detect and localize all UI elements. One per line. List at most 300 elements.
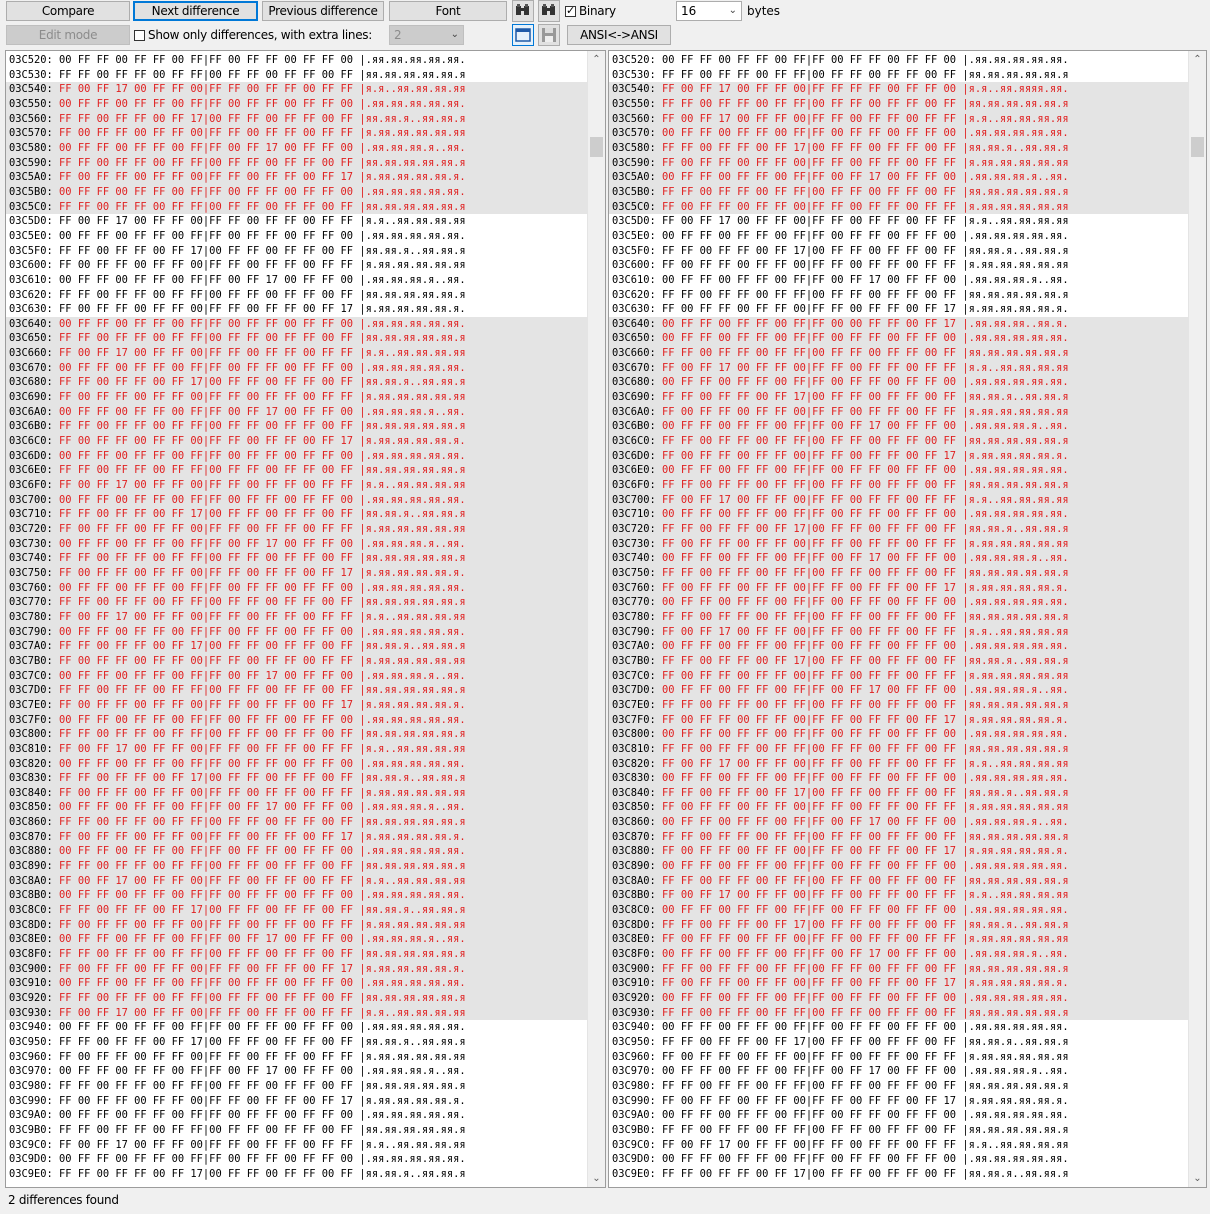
hex-row[interactable]	[6, 859, 587, 874]
scroll-up-icon[interactable]: ⌃	[592, 54, 601, 65]
hex-row[interactable]	[609, 126, 1188, 141]
hex-bytes: FF 00 FF FF 00 FF FF 00|FF FF 00 FF FF 00 FF 17	[59, 435, 360, 448]
hex-address: 03C570:	[9, 127, 60, 140]
hex-row[interactable]	[609, 346, 1188, 361]
hex-row[interactable]	[609, 170, 1188, 185]
hex-row[interactable]	[6, 141, 587, 156]
hex-row[interactable]	[6, 302, 587, 317]
ascii-text: |.яя.яя.яя.я..яя.	[359, 273, 466, 286]
font-button[interactable]: Font	[389, 1, 507, 21]
hex-bytes: FF 00 FF 17 00 FF FF 00|FF FF 00 FF FF 00 FF FF	[59, 347, 360, 360]
ascii-text: |.яя.яя.яя.яя.яя.	[962, 596, 1069, 609]
hex-row[interactable]	[6, 815, 587, 830]
checkbox-unchecked-icon[interactable]	[134, 30, 145, 41]
ascii-text: |я.яя.яя.яя.яя.я.	[962, 449, 1069, 462]
hex-row[interactable]	[609, 434, 1188, 449]
status-bar: 2 differences found	[8, 1193, 119, 1207]
ascii-text: |.яя.яя.яя.яя.яя.	[962, 640, 1069, 653]
hex-row[interactable]	[6, 507, 587, 522]
hex-address: 03C8F0:	[612, 948, 663, 961]
hex-row[interactable]	[6, 844, 587, 859]
hex-row[interactable]	[6, 346, 587, 361]
hex-bytes: FF 00 FF 17 00 FF FF 00|FF FF 00 FF FF 00 FF FF	[662, 112, 963, 125]
hex-row[interactable]	[6, 654, 587, 669]
ascii-text: |я.я..яя.яя.яя.яя	[359, 347, 466, 360]
hex-row[interactable]	[6, 375, 587, 390]
hex-address: 03C750:	[612, 566, 663, 579]
hex-row[interactable]	[609, 903, 1188, 918]
hex-row[interactable]	[609, 1050, 1188, 1065]
find-next-icon[interactable]	[538, 0, 560, 22]
hex-bytes: 00 FF FF 00 FF FF 00 FF|FF 00 FF 17 00 FF FF 00	[59, 537, 360, 550]
hex-address: 03C840:	[9, 786, 60, 799]
hex-row[interactable]	[609, 478, 1188, 493]
hex-bytes: FF FF 00 FF FF 00 FF 17|00 FF FF 00 FF FF 00 FF	[59, 904, 360, 917]
ascii-text: |яя.яя.яя.яя.яя.я	[359, 816, 466, 829]
compare-button[interactable]: Compare	[6, 1, 130, 21]
hex-row[interactable]	[6, 200, 587, 215]
ascii-text: |.яя.яя.яя.я..яя.	[962, 948, 1069, 961]
hex-row[interactable]	[609, 1167, 1188, 1182]
hex-row[interactable]	[609, 815, 1188, 830]
hex-row[interactable]	[6, 698, 587, 713]
hex-row[interactable]	[6, 903, 587, 918]
ascii-text: |я.яя.яя.яя.яя.я.	[359, 435, 466, 448]
hex-address: 03C5D0:	[9, 215, 60, 228]
hex-row[interactable]	[6, 1108, 587, 1123]
hex-row[interactable]	[6, 727, 587, 742]
ascii-text: |.яя.яя.яя.яя.яя.	[359, 361, 466, 374]
hex-address: 03C650:	[9, 332, 60, 345]
hex-row[interactable]	[6, 317, 587, 332]
hex-row[interactable]	[609, 1094, 1188, 1109]
hex-row[interactable]	[6, 53, 587, 68]
hex-row[interactable]	[6, 1035, 587, 1050]
hex-row[interactable]	[6, 273, 587, 288]
hex-row[interactable]	[6, 800, 587, 815]
ascii-text: |яя.яя.яя.яя.яя.я	[962, 97, 1069, 110]
hex-bytes: 00 FF FF 00 FF FF 00 FF|FF 00 FF FF 00 FF FF 00	[662, 1021, 963, 1034]
hex-row[interactable]	[6, 1050, 587, 1065]
hex-address: 03C580:	[612, 141, 663, 154]
hex-row[interactable]	[609, 683, 1188, 698]
ascii-text: |.яя.яя.яя.яя.яя.	[359, 185, 466, 198]
previous-difference-button[interactable]: Previous difference	[262, 1, 384, 21]
hex-address: 03C910:	[9, 977, 60, 990]
ascii-text: |яя.яя.яя.яя.яя.я	[359, 860, 466, 873]
hex-row[interactable]	[609, 537, 1188, 552]
hex-row[interactable]	[6, 1006, 587, 1021]
ascii-text: |яя.яя.я..яя.яя.я	[359, 640, 466, 653]
hex-row[interactable]	[609, 713, 1188, 728]
hex-row[interactable]	[609, 918, 1188, 933]
hex-row[interactable]	[6, 478, 587, 493]
hex-row[interactable]	[609, 844, 1188, 859]
hex-row[interactable]	[609, 112, 1188, 127]
hex-row[interactable]	[6, 361, 587, 376]
hex-address: 03C940:	[9, 1021, 60, 1034]
hex-row[interactable]	[6, 1020, 587, 1035]
hex-row[interactable]	[6, 713, 587, 728]
hex-bytes: FF FF 00 FF FF 00 FF FF|00 FF FF 00 FF FF 00 FF	[662, 479, 963, 492]
hex-address: 03C9E0:	[612, 1167, 663, 1180]
hex-bytes: 00 FF FF 00 FF FF 00 FF|FF 00 FF FF 00 FF FF 00	[59, 229, 360, 242]
left-hex-lines	[6, 53, 587, 1182]
hex-row[interactable]	[6, 742, 587, 757]
hex-address: 03C600:	[612, 259, 663, 272]
hex-row[interactable]	[609, 639, 1188, 654]
hex-address: 03C590:	[612, 156, 663, 169]
hex-row[interactable]	[609, 947, 1188, 962]
ascii-text: |я.яя.яя.яя.яя.яя	[359, 1050, 466, 1063]
hex-row[interactable]	[6, 874, 587, 889]
hex-row[interactable]	[6, 156, 587, 171]
hex-row[interactable]	[609, 317, 1188, 332]
hex-row[interactable]	[6, 1123, 587, 1138]
hex-address: 03C570:	[612, 127, 663, 140]
ascii-text: |.яя.яя.яя.яя.яя.	[962, 464, 1069, 477]
hex-bytes: 00 FF FF 00 FF FF 00 FF|FF 00 FF 17 00 FF FF 00	[59, 933, 360, 946]
hex-address: 03C5F0:	[9, 244, 60, 257]
hex-bytes: FF 00 FF 17 00 FF FF 00|FF FF 00 FF FF 00 FF FF	[59, 1138, 360, 1151]
hex-row[interactable]	[609, 786, 1188, 801]
hex-row[interactable]	[6, 331, 587, 346]
hex-row[interactable]	[609, 932, 1188, 947]
hex-row[interactable]	[6, 1079, 587, 1094]
hex-row[interactable]	[609, 830, 1188, 845]
hex-row[interactable]	[609, 771, 1188, 786]
hex-address: 03C980:	[612, 1079, 663, 1092]
hex-address: 03C5D0:	[612, 215, 663, 228]
hex-row[interactable]	[609, 82, 1188, 97]
hex-row[interactable]	[609, 1035, 1188, 1050]
hex-address: 03C8B0:	[9, 889, 60, 902]
ascii-text: |яя.яя.яя.яя.яя.я	[962, 1079, 1069, 1092]
hex-row[interactable]	[609, 610, 1188, 625]
hex-row[interactable]	[6, 976, 587, 991]
hex-row[interactable]	[6, 126, 587, 141]
ascii-text: |яя.яя.яя.яя.яя.я	[359, 596, 466, 609]
hex-row[interactable]	[6, 610, 587, 625]
ascii-text: |.яя.яя.яя.яя.яя.	[962, 1021, 1069, 1034]
hex-row[interactable]	[609, 405, 1188, 420]
hex-bytes: FF 00 FF FF 00 FF FF 00|FF FF 00 FF FF 00 FF 17	[59, 962, 360, 975]
ascii-text: |яя.яя.яя.яя.яя.я	[962, 610, 1069, 623]
ascii-text: |я.яя.яя.яя.яя.яя	[962, 259, 1069, 272]
hex-address: 03C950:	[9, 1035, 60, 1048]
show-only-differences-label: Show only differences, with extra lines:	[148, 28, 372, 42]
hex-bytes: 00 FF FF 00 FF FF 00 FF|FF 00 FF FF 00 FF FF 00	[59, 493, 360, 506]
hex-row[interactable]	[609, 331, 1188, 346]
hex-bytes: 00 FF FF 00 FF FF 00 FF|FF 00 FF FF 00 FF FF 00	[662, 1109, 963, 1122]
ascii-text: |я.яя.яя.яя.яя.яя	[359, 786, 466, 799]
hex-row[interactable]	[609, 141, 1188, 156]
hex-row[interactable]	[609, 229, 1188, 244]
hex-address: 03C770:	[9, 596, 60, 609]
hex-address: 03C820:	[9, 757, 60, 770]
left-hex-pane[interactable]	[5, 50, 606, 1188]
ascii-text: |яя.яя.я..яя.яя.я	[962, 1035, 1069, 1048]
hex-row[interactable]	[609, 522, 1188, 537]
hex-address: 03C730:	[612, 537, 663, 550]
hex-address: 03C860:	[612, 816, 663, 829]
hex-row[interactable]	[609, 288, 1188, 303]
hex-bytes: FF FF 00 FF FF 00 FF FF|00 FF FF 00 FF FF 00 FF	[662, 347, 963, 360]
save-icon[interactable]	[538, 24, 560, 46]
hex-row[interactable]	[609, 800, 1188, 815]
hex-row[interactable]	[6, 683, 587, 698]
hex-row[interactable]	[609, 551, 1188, 566]
ascii-text: |я.я..яя.яя.яя.яя	[359, 742, 466, 755]
ascii-text: |.яя.яя.яя.я..яя.	[359, 537, 466, 550]
hex-address: 03C6E0:	[612, 464, 663, 477]
scroll-up-icon[interactable]: ⌃	[1193, 54, 1202, 65]
hex-row[interactable]	[6, 185, 587, 200]
hex-row[interactable]	[609, 449, 1188, 464]
hex-row[interactable]	[6, 1152, 587, 1167]
hex-bytes: FF 00 FF FF 00 FF FF 00|FF FF 00 FF FF 00 FF 17	[59, 1094, 360, 1107]
hex-address: 03C9C0:	[9, 1138, 60, 1151]
hex-bytes: 00 FF FF 00 FF FF 00 FF|FF 00 FF FF 00 FF FF 00	[662, 596, 963, 609]
hex-row[interactable]	[6, 97, 587, 112]
hex-row[interactable]	[609, 1138, 1188, 1153]
hex-row[interactable]	[609, 68, 1188, 83]
ascii-text: |яя.яя.я..яя.яя.я	[359, 1167, 466, 1180]
hex-row[interactable]	[6, 947, 587, 962]
ansi-conversion-button[interactable]: ANSI<->ANSI	[567, 25, 671, 45]
hex-row[interactable]	[6, 595, 587, 610]
checkbox-checked-icon[interactable]	[565, 6, 576, 17]
scroll-thumb[interactable]	[1191, 137, 1204, 157]
show-only-differences-checkbox[interactable]	[134, 28, 372, 42]
hex-row[interactable]	[6, 962, 587, 977]
ascii-text: |.яя.яя.яя.яя.яя.	[359, 1153, 466, 1166]
hex-row[interactable]	[6, 390, 587, 405]
hex-address: 03C8B0:	[612, 889, 663, 902]
hex-row[interactable]	[6, 522, 587, 537]
hex-bytes: 00 FF FF 00 FF FF 00 FF|FF 00 FF 17 00 FF FF 00	[662, 816, 963, 829]
hex-row[interactable]	[609, 698, 1188, 713]
hex-bytes: 00 FF FF 00 FF FF 00 FF|FF 00 FF 17 00 FF FF 00	[662, 552, 963, 565]
hex-address: 03C540:	[9, 83, 60, 96]
hex-address: 03C910:	[612, 977, 663, 990]
hex-row[interactable]	[6, 581, 587, 596]
hex-row[interactable]	[609, 156, 1188, 171]
bytes-per-line-select[interactable]	[676, 1, 742, 21]
hex-row[interactable]	[609, 419, 1188, 434]
scroll-down-icon[interactable]: ⌄	[592, 1173, 601, 1184]
ascii-text: |яя.яя.яя.яя.яя.я	[962, 347, 1069, 360]
hex-row[interactable]	[609, 214, 1188, 229]
hex-bytes: FF 00 FF FF 00 FF FF 00|FF FF 00 FF FF 00 FF FF	[662, 801, 963, 814]
hex-row[interactable]	[609, 757, 1188, 772]
extra-lines-select[interactable]	[389, 25, 464, 45]
hex-address: 03C720:	[612, 523, 663, 535]
hex-bytes: FF 00 FF FF 00 FF FF 00|FF FF 00 FF FF 00 FF 17	[662, 303, 963, 316]
hex-row[interactable]	[6, 918, 587, 933]
hex-row[interactable]	[609, 53, 1188, 68]
hex-bytes: FF 00 FF FF 00 FF FF 00|FF FF 00 FF FF 00 FF 17	[59, 303, 360, 316]
hex-row[interactable]	[609, 1064, 1188, 1079]
hex-row[interactable]	[6, 932, 587, 947]
hex-row[interactable]	[609, 244, 1188, 259]
hex-row[interactable]	[6, 449, 587, 464]
ascii-text: |я.яя.яя.яя.яя.я.	[359, 962, 466, 975]
hex-bytes: 00 FF FF 00 FF FF 00 FF|FF 00 FF FF 00 FF FF 00	[662, 860, 963, 873]
hex-address: 03C580:	[9, 141, 60, 154]
hex-address: 03C810:	[612, 742, 663, 755]
hex-row[interactable]	[609, 1152, 1188, 1167]
hex-row[interactable]	[609, 463, 1188, 478]
next-difference-button[interactable]: Next difference	[133, 1, 258, 21]
hex-bytes: FF FF 00 FF FF 00 FF 17|00 FF FF 00 FF FF 00 FF	[59, 376, 360, 389]
hex-row[interactable]	[6, 551, 587, 566]
hex-row[interactable]	[6, 244, 587, 259]
hex-address: 03C710:	[9, 508, 60, 521]
hex-row[interactable]	[6, 1094, 587, 1109]
hex-bytes: 00 FF FF 00 FF FF 00 FF|FF 00 FF FF 00 FF FF 00	[662, 640, 963, 653]
ascii-text: |яя.яя.я..яя.яя.я	[359, 112, 466, 125]
hex-bytes: FF FF 00 FF FF 00 FF 17|00 FF FF 00 FF FF 00 FF	[662, 244, 963, 257]
hex-address: 03C8C0:	[612, 904, 663, 917]
layout-toggle-icon[interactable]	[512, 24, 534, 46]
hex-row[interactable]	[6, 112, 587, 127]
hex-row[interactable]	[609, 888, 1188, 903]
hex-row[interactable]	[609, 654, 1188, 669]
binary-checkbox[interactable]	[565, 4, 616, 18]
hex-row[interactable]	[6, 639, 587, 654]
hex-row[interactable]	[6, 463, 587, 478]
hex-row[interactable]	[609, 595, 1188, 610]
hex-row[interactable]	[609, 361, 1188, 376]
hex-address: 03C770:	[612, 596, 663, 609]
hex-row[interactable]	[6, 888, 587, 903]
hex-row[interactable]	[609, 727, 1188, 742]
hex-row[interactable]	[6, 1138, 587, 1153]
hex-row[interactable]	[609, 273, 1188, 288]
hex-row[interactable]	[609, 185, 1188, 200]
hex-row[interactable]	[6, 991, 587, 1006]
hex-row[interactable]	[609, 200, 1188, 215]
hex-row[interactable]	[6, 566, 587, 581]
ascii-text: |.яя.яя.яя.я..яя.	[359, 801, 466, 814]
hex-row[interactable]	[6, 434, 587, 449]
ascii-text: |я.я..яя.яя.яя.яя	[962, 1138, 1069, 1151]
hex-row[interactable]	[609, 258, 1188, 273]
hex-address: 03C900:	[612, 962, 663, 975]
hex-row[interactable]	[609, 1108, 1188, 1123]
hex-row[interactable]	[6, 1064, 587, 1079]
hex-row[interactable]	[6, 1167, 587, 1182]
hex-address: 03C8A0:	[9, 874, 60, 887]
hex-row[interactable]	[609, 97, 1188, 112]
hex-row[interactable]	[609, 874, 1188, 889]
hex-row[interactable]	[6, 786, 587, 801]
hex-row[interactable]	[609, 742, 1188, 757]
hex-address: 03C8E0:	[612, 933, 663, 946]
ascii-text: |яя.яя.я..яя.яя.я	[359, 376, 466, 389]
ascii-text: |.яя.яя.яя.яя.яя.	[962, 728, 1069, 741]
hex-bytes: FF FF 00 FF FF 00 FF FF|00 FF FF 00 FF FF 00 FF	[59, 992, 360, 1004]
hex-bytes: 00 FF FF 00 FF FF 00 FF|FF 00 FF FF 00 FF FF 00	[59, 581, 360, 594]
hex-row[interactable]	[6, 170, 587, 185]
hex-row[interactable]	[6, 82, 587, 97]
hex-row[interactable]	[609, 302, 1188, 317]
ascii-text: |.яя.яя.яя.яя.яя.	[359, 713, 466, 726]
scroll-down-icon[interactable]: ⌄	[1193, 1173, 1202, 1184]
hex-row[interactable]	[6, 537, 587, 552]
hex-row[interactable]	[609, 375, 1188, 390]
hex-row[interactable]	[609, 493, 1188, 508]
hex-row[interactable]	[6, 405, 587, 420]
hex-address: 03C7B0:	[612, 654, 663, 667]
hex-bytes: 00 FF FF 00 FF FF 00 FF|FF 00 FF FF 00 FF FF 00	[59, 713, 360, 726]
hex-row[interactable]	[6, 757, 587, 772]
hex-row[interactable]	[609, 1020, 1188, 1035]
hex-bytes: FF 00 FF FF 00 FF FF 00|FF FF 00 FF FF 00 FF FF	[59, 654, 360, 667]
hex-row[interactable]	[6, 68, 587, 83]
hex-row[interactable]	[6, 830, 587, 845]
ascii-text: |я.яя.яя.яя.яя.я.	[962, 581, 1069, 594]
hex-row[interactable]	[6, 419, 587, 434]
hex-row[interactable]	[609, 1006, 1188, 1021]
hex-bytes: FF FF 00 FF FF 00 FF FF|00 FF FF 00 FF FF 00 FF	[59, 332, 360, 345]
hex-row[interactable]	[609, 859, 1188, 874]
ascii-text: |.яя.яя.яя.яя.яя.	[962, 54, 1069, 66]
ascii-text: |.яя.яя.яя.я..яя.	[359, 405, 466, 418]
ascii-text: |яя.яя.я..яя.яя.я	[359, 1035, 466, 1048]
hex-address: 03C830:	[9, 772, 60, 785]
hex-row[interactable]	[609, 669, 1188, 684]
left-scrollbar[interactable]	[587, 51, 605, 1187]
hex-row[interactable]	[609, 991, 1188, 1006]
ascii-text: |я.я..яя.яя.яя.яя	[359, 1006, 466, 1019]
ascii-text: |яя.яя.яя.яя.яя.я	[962, 830, 1069, 843]
ascii-text: |.яя.яя.яя.яя.яя.	[962, 772, 1069, 785]
ascii-text: |.яя.яя.яя.яя.яя.	[962, 1153, 1069, 1166]
hex-bytes: FF FF 00 FF FF 00 FF FF|00 FF FF 00 FF FF 00 FF	[662, 1006, 963, 1019]
find-icon[interactable]	[512, 0, 534, 22]
hex-row[interactable]	[6, 493, 587, 508]
hex-row[interactable]	[6, 229, 587, 244]
hex-row[interactable]	[6, 669, 587, 684]
right-hex-pane[interactable]	[608, 50, 1207, 1188]
hex-row[interactable]	[6, 625, 587, 640]
hex-bytes: FF 00 FF FF 00 FF FF 00|FF FF 00 FF FF 00 FF FF	[662, 200, 963, 213]
hex-row[interactable]	[6, 214, 587, 229]
hex-row[interactable]	[609, 566, 1188, 581]
hex-row[interactable]	[6, 258, 587, 273]
hex-row[interactable]	[609, 1079, 1188, 1094]
hex-row[interactable]	[609, 625, 1188, 640]
hex-row[interactable]	[609, 976, 1188, 991]
ascii-text: |я.я..яя.яя.яя.яя	[359, 610, 466, 623]
hex-row[interactable]	[6, 288, 587, 303]
scroll-thumb[interactable]	[590, 137, 603, 157]
hex-bytes: 00 FF FF 00 FF FF 00 FF|FF 00 FF 17 00 FF FF 00	[59, 1065, 360, 1078]
hex-address: 03C630:	[612, 303, 663, 316]
edit-mode-button[interactable]: Edit mode	[6, 25, 130, 45]
hex-row[interactable]	[6, 771, 587, 786]
hex-row[interactable]	[609, 962, 1188, 977]
hex-address: 03C740:	[612, 552, 663, 565]
hex-address: 03C670:	[612, 361, 663, 374]
hex-row[interactable]	[609, 1123, 1188, 1138]
hex-row[interactable]	[609, 581, 1188, 596]
hex-row[interactable]	[609, 390, 1188, 405]
right-scrollbar[interactable]	[1188, 51, 1206, 1187]
hex-row[interactable]	[609, 507, 1188, 522]
